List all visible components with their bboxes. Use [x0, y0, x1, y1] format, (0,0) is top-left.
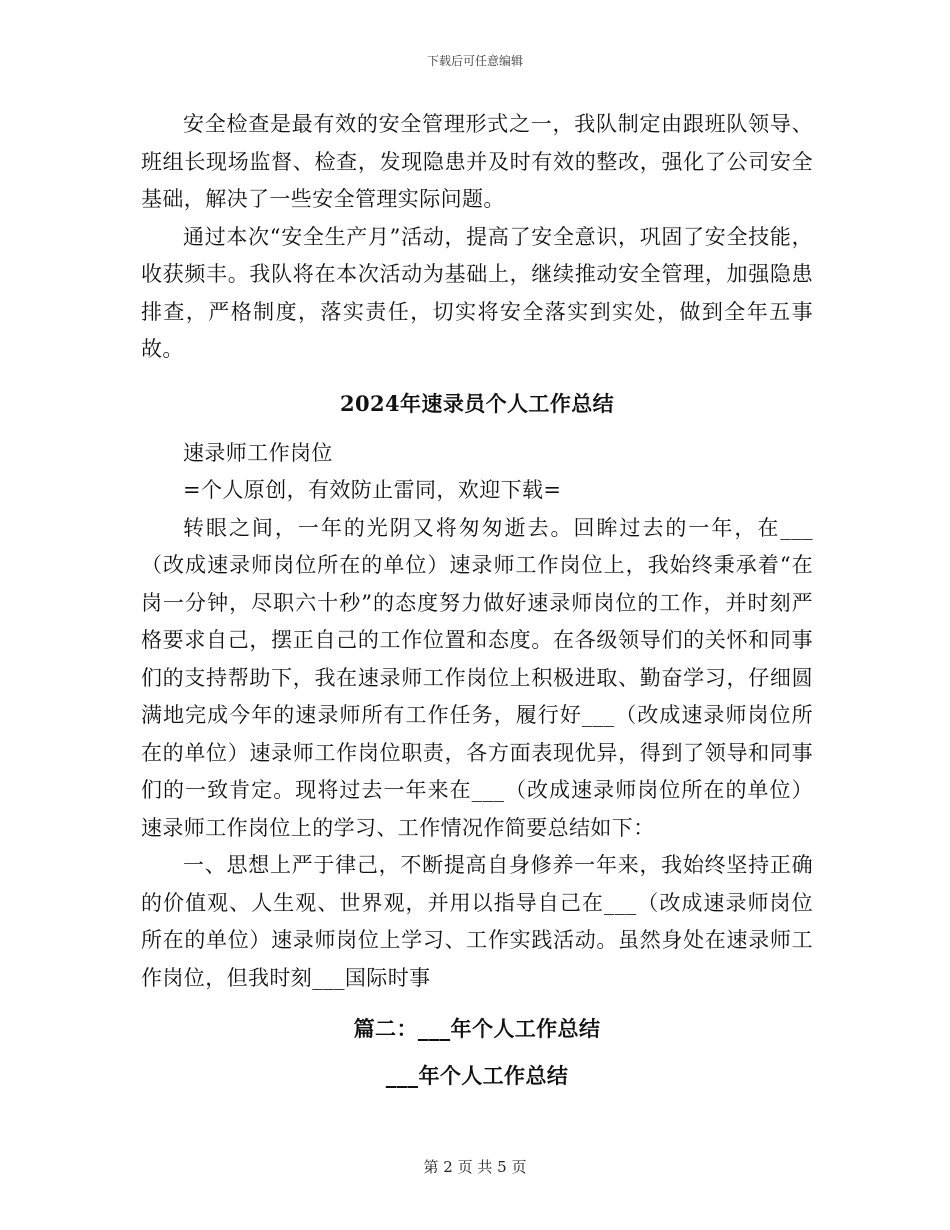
document-title: 2024年速录员个人工作总结	[339, 390, 615, 416]
paragraph-safety-inspection: 安全检查是最有效的安全管理形式之一，我队制定由跟班队领导、班组长现场监督、检查，发现隐患并及时有效的整改，强化了公司安全基础，解决了一些安全管理实际问题。	[141, 112, 813, 211]
page-footer: 第 2 页 共 5 页	[423, 1158, 527, 1176]
page-header: 下载后可任意编辑	[426, 54, 523, 68]
document-body	[141, 106, 813, 1101]
paragraph-original-note: =个人原创，有效防止雷同，欢迎下载=	[183, 478, 562, 502]
section-subheading: ___年个人工作总结	[385, 1063, 569, 1088]
paragraph-position: 速录师工作岗位	[183, 440, 333, 465]
paragraph-intro: 转眼之间，一年的光阴又将匆匆逝去。回眸过去的一年，在___（改成速录师岗位所在的单位）速录师工作岗位上，我始终秉承着“在岗一分钟，尽职六十秒”的态度努力做好速录师岗位的工作，并时刻严格要求自己，摆正自己的工作位置和态度。在各级领导们的关怀和同事们的支持帮助下，我在速录师工作岗位上积极进取、勤奋学习，仔细圆满地完成今年的速录师所有工作任务，履行好___（改成速录师岗位所在的单位）速录师工作岗位职责，各方面表现优异，得到了领导和同事们的一致肯定。现将过去一年来在___（改成速录师岗位所在的单位）速录师工作岗位上的学习、工作情况作简要总结如下：	[141, 515, 813, 840]
paragraph-safety-month-summary: 通过本次“安全生产月”活动，提高了安全意识，巩固了安全技能，收获频丰。我队将在本次活动为基础上，继续推动安全管理，加强隐患排查，严格制度，落实责任，切实将安全落实到实处，做到全年五事故。	[141, 224, 813, 361]
paragraph-section-one: 一、思想上严于律己，不断提高自身修养一年来，我始终坚持正确的价值观、人生观、世界观，并用以指导自己在___（改成速录师岗位所在的单位）速录师岗位上学习、工作实践活动。虽然身处在速录师工作岗位，但我时刻___国际时事	[141, 853, 813, 990]
section-heading-part-two: 篇二：___年个人工作总结	[353, 1016, 601, 1041]
